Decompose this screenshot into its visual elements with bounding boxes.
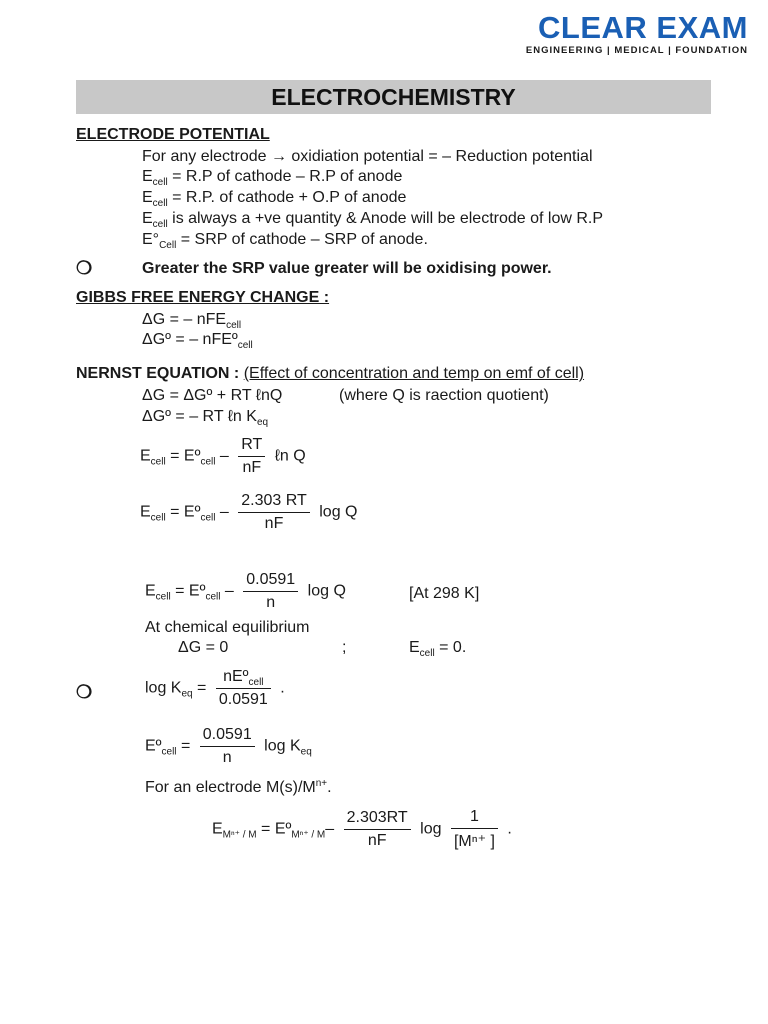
bullet-icon: ❍ [76, 682, 93, 702]
srp-note: Greater the SRP value greater will be oxidising power. [142, 260, 552, 277]
nernst-equation-298k: $E_{cell}$ = Eº$_{cell}$ – $\frac{0.0591}{n}$ log Q [145, 571, 346, 611]
log-keq-equation: $\log K_{eq}$ = $\frac{nEº_{cell}}{0.0591}$ . [145, 668, 285, 708]
bullet-icon: ❍ [76, 258, 93, 278]
electrode-line-3: $E_{cell} = R.P$. of cathode + O.P of anode [142, 189, 407, 209]
nernst-equation-log: $E_{cell}$ = Eº$_{cell}$ – $\frac{2.303 RT}{nF}$ log Q [140, 492, 358, 532]
gibbs-line-1: ΔG = – nFE$_{cell}$ [142, 311, 242, 331]
section-heading-nernst: NERNST EQUATION : (Effect of concentration and temp on emf of cell) [76, 365, 585, 382]
electrode-line-5: $E^\circ_{Cell}$ = SRP of cathode – SRP of anode. [142, 231, 428, 251]
electrode-line-4: $E_{cell}$ is always a +ve quantity & Anode will be electrode of low R.P [142, 210, 604, 230]
brand-logo-title: CLEAR EXAM [538, 10, 748, 45]
nernst-line-1-note: (where Q is raection quotient) [339, 387, 549, 404]
ecell-zero: $E_{cell} = 0$. [409, 639, 467, 659]
nernst-line-2: ΔGº = – RT ℓn $K_{eq}$ [142, 408, 269, 428]
electrode-example: For an electrode $M(s)/M^{n+}$. [145, 778, 332, 796]
electrode-line-1: For any electrode → oxidiation potential = – Reduction potential [142, 148, 593, 165]
nernst-equation-ln: $E_{cell}$ = Eº$_{cell}$ – $\frac{RT}{nF}$ ℓn Q [140, 436, 306, 476]
electrode-line-2: $E_{cell} = R.P$ of cathode – R.P of anode [142, 168, 403, 188]
gibbs-line-2: ΔGº = – nFEº$_{cell}$ [142, 331, 253, 351]
page-title: ELECTROCHEMISTRY [271, 84, 516, 110]
section-heading-electrode-potential: ELECTRODE POTENTIAL [76, 126, 270, 143]
standard-emf-equation: Eº$_{cell}$ = $\frac{0.0591}{n}$ $\log K_{eq}$ [145, 726, 312, 766]
equilibrium-label: At chemical equilibrium [145, 619, 310, 636]
section-heading-gibbs: GIBBS FREE ENERGY CHANGE : [76, 289, 330, 306]
electrode-potential-equation: $E_{M^{n+} / M}$ = Eº$_{M^{n+} / M}$– $\frac{2.303RT}{nF}$ log $\frac{1}{\text{[Mⁿ⁺ ]}}$ . [212, 808, 512, 850]
separator-semicolon: ; [342, 639, 347, 656]
brand-logo-tagline: ENGINEERING | MEDICAL | FOUNDATION [525, 45, 748, 56]
temperature-note: [At 298 K] [409, 585, 480, 602]
nernst-line-1: ΔG = ΔGº + RT ℓnQ [142, 387, 283, 404]
delta-g-zero: ΔG = 0 [178, 639, 229, 656]
